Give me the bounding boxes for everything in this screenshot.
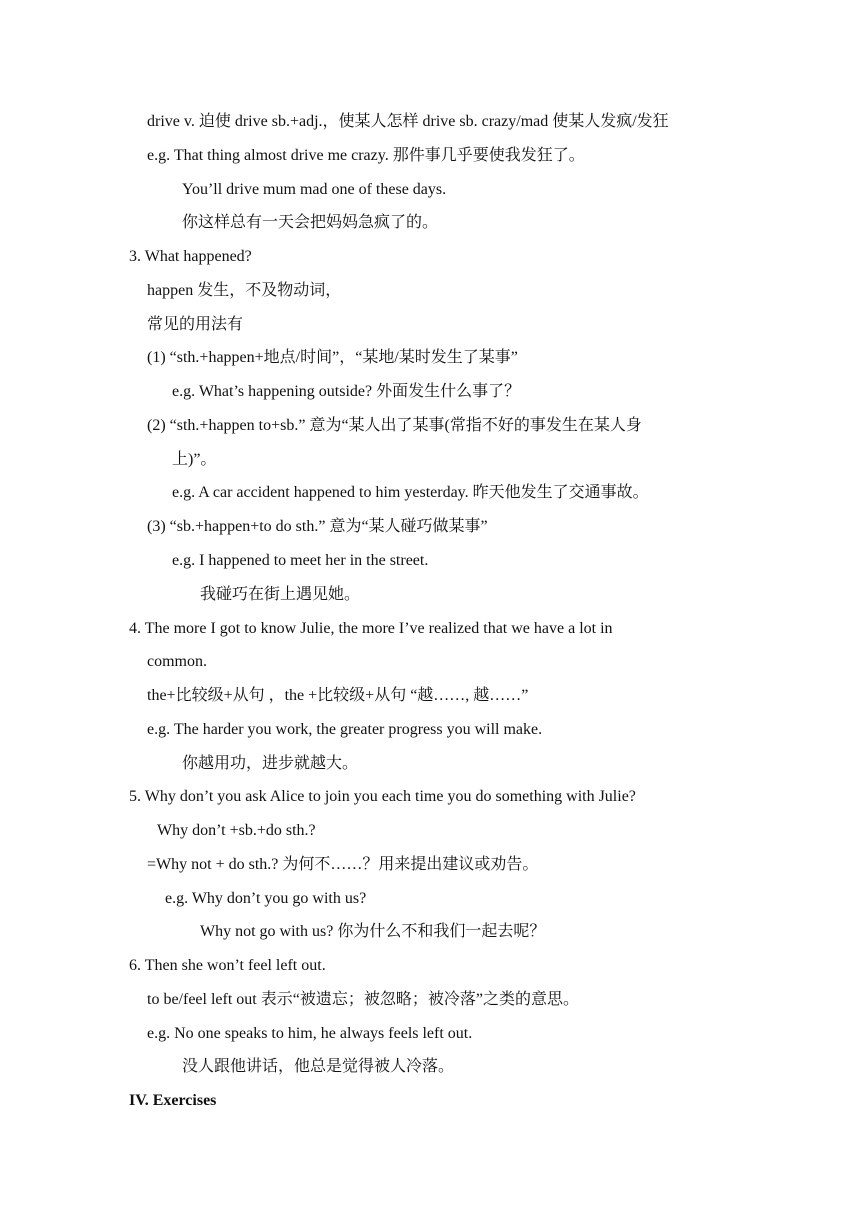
text-line: common. [147, 653, 207, 670]
text-line: e.g. What’s happening outside? 外面发生什么事了？ [172, 383, 521, 400]
text-line: to be/feel left out 表示“被遗忘；被忽略；被冷落”之类的意思。 [147, 991, 579, 1008]
text-line: drive v. 迫使 drive sb.+adj.，使某人怎样 drive sb. crazy/mad 使某人发疯/发狂 [147, 113, 669, 130]
section-heading: 3. What happened? [129, 248, 252, 265]
text-line: You’ll drive mum mad one of these days. [182, 181, 447, 198]
text-line: e.g. Why don’t you go with us? [165, 890, 367, 907]
text-line: (3) “sb.+happen+to do sth.” 意为“某人碰巧做某事” [147, 518, 488, 535]
text-line: (1) “sth.+happen+地点/时间”，“某地/某时发生了某事” [147, 349, 518, 366]
text-line: e.g. No one speaks to him, he always feels left out. [147, 1025, 473, 1042]
text-line: e.g. A car accident happened to him yesterday. 昨天他发生了交通事故。 [172, 484, 649, 501]
text-line: 我碰巧在街上遇见她。 [200, 586, 361, 603]
text-line: e.g. That thing almost drive me crazy. 那件事几乎要使我发狂了。 [147, 147, 585, 164]
text-line: 上)”。 [172, 451, 217, 468]
text-line: 常见的用法有 [147, 316, 244, 333]
section-heading: 4. The more I got to know Julie, the more I’ve realized that we have a lot in [129, 620, 613, 637]
exercises-heading: IV. Exercises [129, 1092, 217, 1109]
text-line: =Why not + do sth.? 为何不……？用来提出建议或劝告。 [147, 856, 539, 873]
section-heading: 6. Then she won’t feel left out. [129, 957, 326, 974]
text-line: 你越用功，进步就越大。 [182, 755, 359, 772]
text-line: (2) “sth.+happen to+sb.” 意为“某人出了某事(常指不好的事发生在某人身 [147, 417, 642, 434]
text-line: 你这样总有一天会把妈妈急疯了的。 [182, 214, 439, 231]
section-heading: 5. Why don’t you ask Alice to join you each time you do something with Julie? [129, 788, 636, 805]
text-line: Why don’t +sb.+do sth.? [157, 822, 316, 839]
text-line: the+比较级+从句 ，the +比较级+从句 “越……, 越……” [147, 687, 529, 704]
text-line: e.g. The harder you work, the greater progress you will make. [147, 721, 543, 738]
text-line: Why not go with us? 你为什么不和我们一起去呢？ [200, 923, 546, 940]
text-line: happen 发生，不及物动词， [147, 282, 342, 299]
text-line: 没人跟他讲话，他总是觉得被人冷落。 [182, 1058, 455, 1075]
text-line: e.g. I happened to meet her in the street. [172, 552, 429, 569]
